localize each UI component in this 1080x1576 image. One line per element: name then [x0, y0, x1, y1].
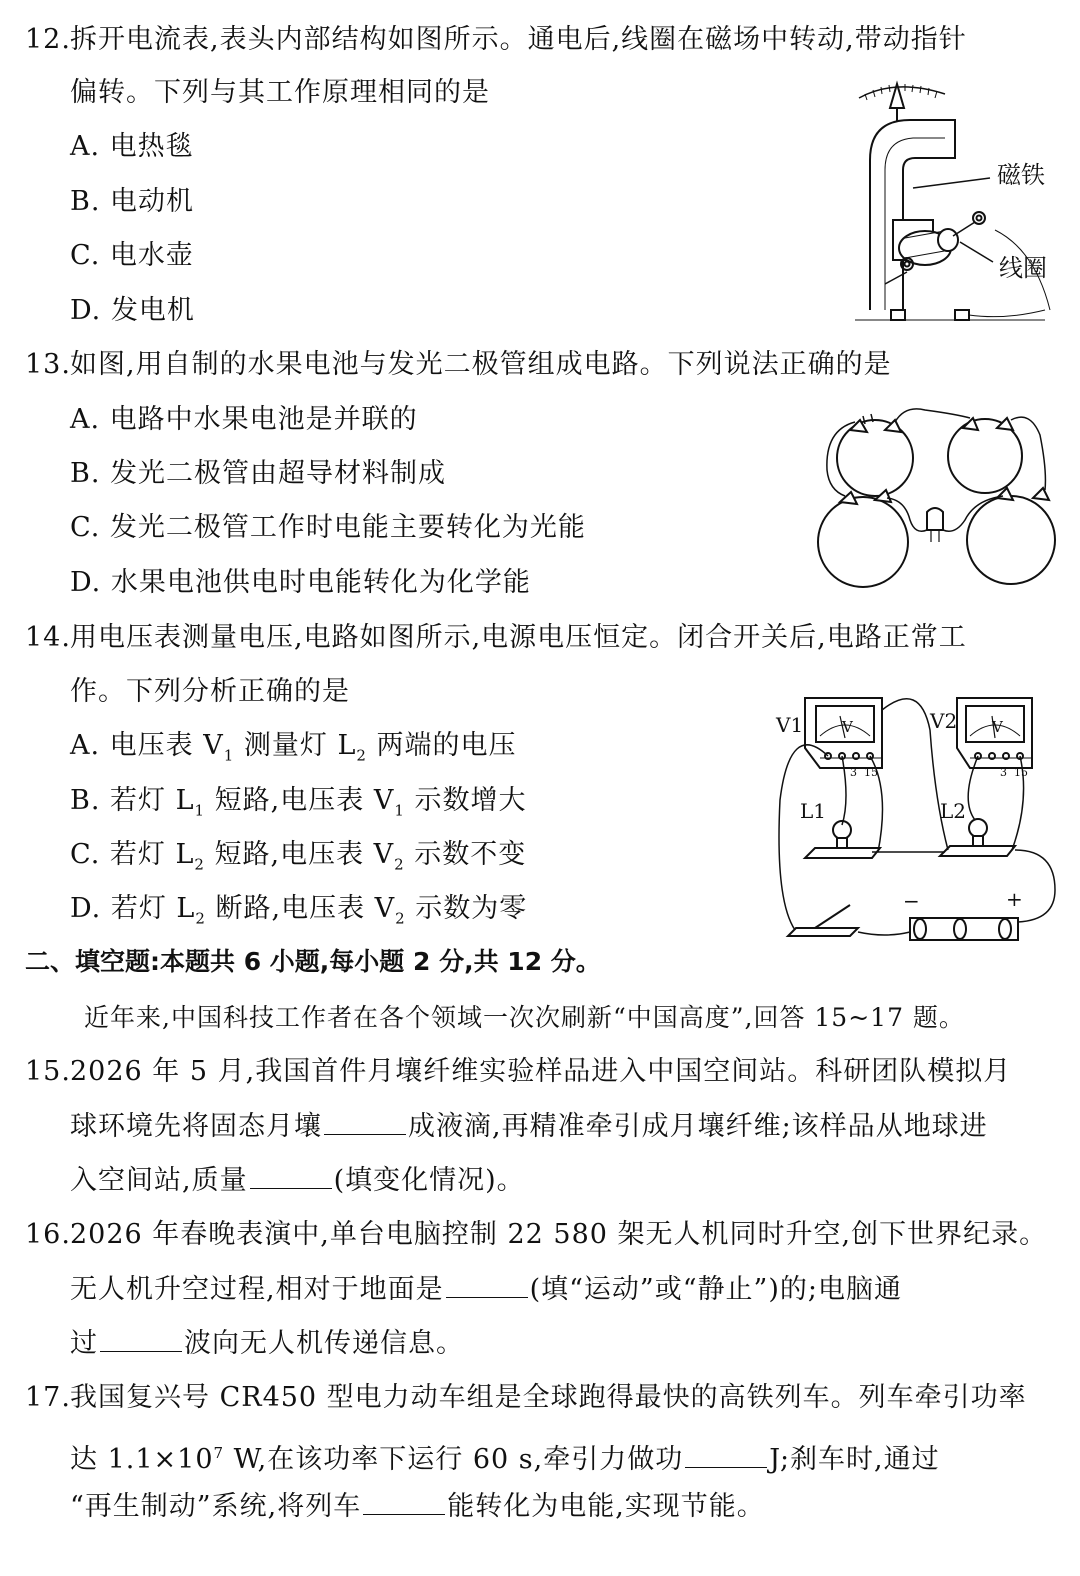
q14-option-b[interactable]: [70, 785, 526, 826]
q14-option-c[interactable]: [70, 839, 526, 880]
q15-line2-b: 成液滴,再精准牵引成月壤纤维;该样品从地球进: [408, 1111, 988, 1142]
q14-option-a-pre: A. 电压表 V: [70, 730, 224, 761]
v2-terminal-3: 3: [1000, 766, 1007, 779]
q14-option-d-post: 示数为零: [405, 893, 528, 924]
q14-number: 14.: [25, 622, 71, 653]
q13-stem: 如图,用自制的水果电池与发光二极管组成电路。下列说法正确的是: [70, 349, 892, 380]
q14-option-d-sub1: 2: [195, 909, 206, 928]
q15-line3: [70, 1165, 525, 1197]
q14-option-b-pre: B. 若灯 L: [70, 785, 195, 816]
magnet-label: 磁铁: [997, 161, 1045, 189]
q15-blank-1[interactable]: [324, 1112, 406, 1135]
q15-line1: 2026 年 5 月,我国首件月壤纤维实验样品进入中国空间站。科研团队模拟月: [70, 1056, 1012, 1087]
q17-exponent: 7: [213, 1444, 225, 1462]
q14-option-c-sub1: 2: [194, 855, 205, 874]
q16-line1: 2026 年春晚表演中,单台电脑控制 22 580 架无人机同时升空,创下世界纪录。: [70, 1219, 1048, 1250]
q17-line3-b: 能转化为电能,实现节能。: [447, 1491, 765, 1522]
q14-option-c-post: 示数不变: [404, 839, 527, 870]
q14-option-b-mid: 短路,电压表 V: [205, 785, 395, 816]
q14-option-d-pre: D. 若灯 L: [70, 893, 196, 924]
q13-option-d[interactable]: D. 水果电池供电时电能转化为化学能: [70, 567, 531, 598]
q15-line2-a: 球环境先将固态月壤: [70, 1111, 322, 1142]
q15-line3-a: 入空间站,质量: [70, 1165, 248, 1196]
q14-option-a-post: 两端的电压: [366, 730, 517, 761]
q16-line3-b: 波向无人机传递信息。: [184, 1328, 464, 1359]
q14-option-c-mid: 短路,电压表 V: [204, 839, 395, 870]
q17-line2-a: 达 1.1×10: [70, 1444, 214, 1475]
q16-line2: [70, 1274, 902, 1306]
q14-option-b-post: 示数增大: [404, 785, 527, 816]
v1-terminal-3: 3: [850, 766, 857, 779]
q12-stem-line1: 拆开电流表,表头内部结构如图所示。通电后,线圈在磁场中转动,带动指针: [70, 24, 967, 55]
q15-line2: [70, 1111, 988, 1143]
q15-line3-b: (填变化情况)。: [333, 1165, 525, 1196]
q14-option-b-sub1: 1: [194, 801, 206, 820]
section-heading: 二、填空题:本题共 6 小题,每小题 2 分,共 12 分。: [25, 947, 601, 976]
q14-option-c-sub2: 2: [394, 855, 405, 874]
q16-line2-b: (填“运动”或“静止”)的;电脑通: [529, 1274, 902, 1305]
q14-option-b-sub2: 1: [394, 801, 405, 820]
q14-stem-line1: 用电压表测量电压,电路如图所示,电源电压恒定。闭合开关后,电路正常工: [70, 622, 967, 653]
section-intro: 近年来,中国科技工作者在各个领域一次次刷新“中国高度”,回答 15~17 题。: [84, 1003, 965, 1032]
q14-option-c-pre: C. 若灯 L: [70, 839, 195, 870]
q14-option-d-mid: 断路,电压表 V: [205, 893, 396, 924]
v1-terminal-15: 15: [864, 766, 878, 779]
q14-option-a-sub2: 2: [356, 746, 367, 765]
q17-number: 17.: [25, 1382, 71, 1413]
q14-option-a-sub1: 1: [223, 746, 235, 765]
q12-number: 12.: [25, 24, 71, 55]
q13-option-c[interactable]: C. 发光二极管工作时电能主要转化为光能: [70, 512, 586, 543]
q14-stem-line2: 作。下列分析正确的是: [70, 676, 350, 707]
coil-label: 线圈: [999, 254, 1047, 282]
v1-label: V1: [776, 713, 804, 737]
q14-option-a-mid: 测量灯 L: [234, 730, 357, 761]
q16-blank-1[interactable]: [446, 1275, 528, 1298]
q16-line2-a: 无人机升空过程,相对于地面是: [70, 1274, 444, 1305]
v2-terminal-15: 15: [1014, 766, 1028, 779]
q14-option-d[interactable]: [70, 893, 527, 934]
q17-line2-b: W,在该功率下运行 60 s,牵引力做功: [224, 1444, 684, 1475]
voltmeter-circuit-figure: [770, 680, 1060, 950]
v2-label: V2: [930, 709, 958, 733]
q12-option-b[interactable]: B. 电动机: [70, 186, 195, 217]
fruit-battery-figure: [815, 400, 1060, 600]
q15-number: 15.: [25, 1056, 71, 1087]
v1-dial-label: V: [842, 718, 853, 736]
q13-option-a[interactable]: A. 电路中水果电池是并联的: [70, 404, 418, 435]
q16-blank-2[interactable]: [100, 1329, 182, 1352]
q16-number: 16.: [25, 1219, 71, 1250]
battery-plus-label: +: [1006, 887, 1023, 911]
q12-option-d[interactable]: D. 发电机: [70, 295, 195, 326]
q17-blank-1[interactable]: [685, 1445, 767, 1468]
q15-blank-2[interactable]: [250, 1166, 332, 1189]
q14-option-a[interactable]: [70, 730, 517, 771]
q12-option-c[interactable]: C. 电水壶: [70, 240, 194, 271]
v2-dial-label: V: [992, 718, 1003, 736]
q16-line3: [70, 1328, 464, 1360]
q17-line3-a: “再生制动”系统,将列车: [70, 1491, 362, 1522]
l1-label: L1: [800, 799, 827, 823]
q17-blank-2[interactable]: [363, 1492, 445, 1515]
q12-stem-line2: 偏转。下列与其工作原理相同的是: [70, 77, 490, 108]
l2-label: L2: [940, 799, 967, 823]
q13-number: 13.: [25, 349, 71, 380]
galvanometer-figure: [845, 70, 1060, 335]
q16-line3-a: 过: [70, 1328, 98, 1359]
q17-line3: [70, 1491, 765, 1523]
q17-line1: 我国复兴号 CR450 型电力动车组是全球跑得最快的高铁列车。列车牵引功率: [70, 1382, 1027, 1413]
q17-line2-c: J;刹车时,通过: [769, 1444, 940, 1475]
battery-minus-label: −: [903, 889, 920, 913]
q17-line2: [70, 1437, 940, 1476]
q12-option-a[interactable]: A. 电热毯: [70, 131, 194, 162]
q13-option-b[interactable]: B. 发光二极管由超导材料制成: [70, 458, 447, 489]
q14-option-d-sub2: 2: [395, 909, 406, 928]
